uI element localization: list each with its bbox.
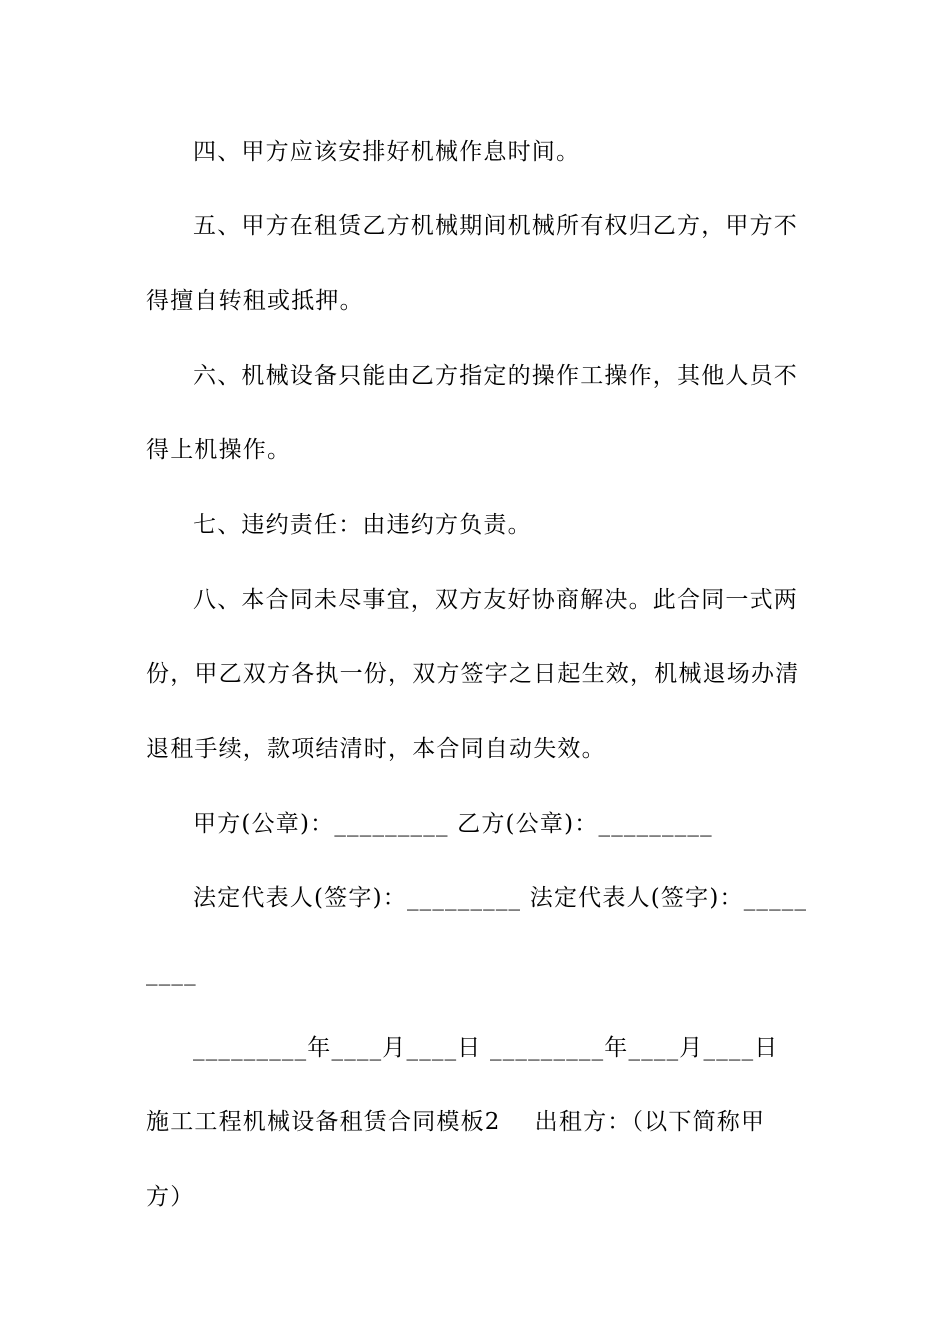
template-2-heading: 施工工程机械设备租赁合同模板2 出租方：（以下简称甲	[146, 1109, 766, 1135]
template-2-heading-cont: 方）	[146, 1184, 195, 1210]
clause-6-line-2: 得上机操作。	[146, 437, 292, 463]
clause-4: 四、甲方应该安排好机械作息时间。	[193, 139, 581, 165]
clause-8-line-2: 份，甲乙双方各执一份，双方签字之日起生效，机械退场办清	[146, 661, 800, 687]
signature-line-1: 法定代表人(签字)：_________ 法定代表人(签字)：_____	[193, 885, 808, 911]
clause-5-line-1: 五、甲方在租赁乙方机械期间机械所有权归乙方，甲方不	[193, 213, 798, 239]
clause-6-line-1: 六、机械设备只能由乙方指定的操作工操作，其他人员不	[193, 363, 798, 389]
seal-line: 甲方(公章)：_________ 乙方(公章)：_________	[193, 811, 713, 837]
clause-5-line-2: 得擅自转租或抵押。	[146, 288, 364, 314]
date-line: _________年____月____日 _________年____月____日	[193, 1035, 779, 1061]
signature-line-2: ____	[146, 960, 197, 986]
clause-8-line-3: 退租手续，款项结清时，本合同自动失效。	[146, 736, 606, 762]
clause-8-line-1: 八、本合同未尽事宜，双方友好协商解决。此合同一式两	[193, 587, 798, 613]
clause-7: 七、违约责任：由违约方负责。	[193, 512, 532, 538]
